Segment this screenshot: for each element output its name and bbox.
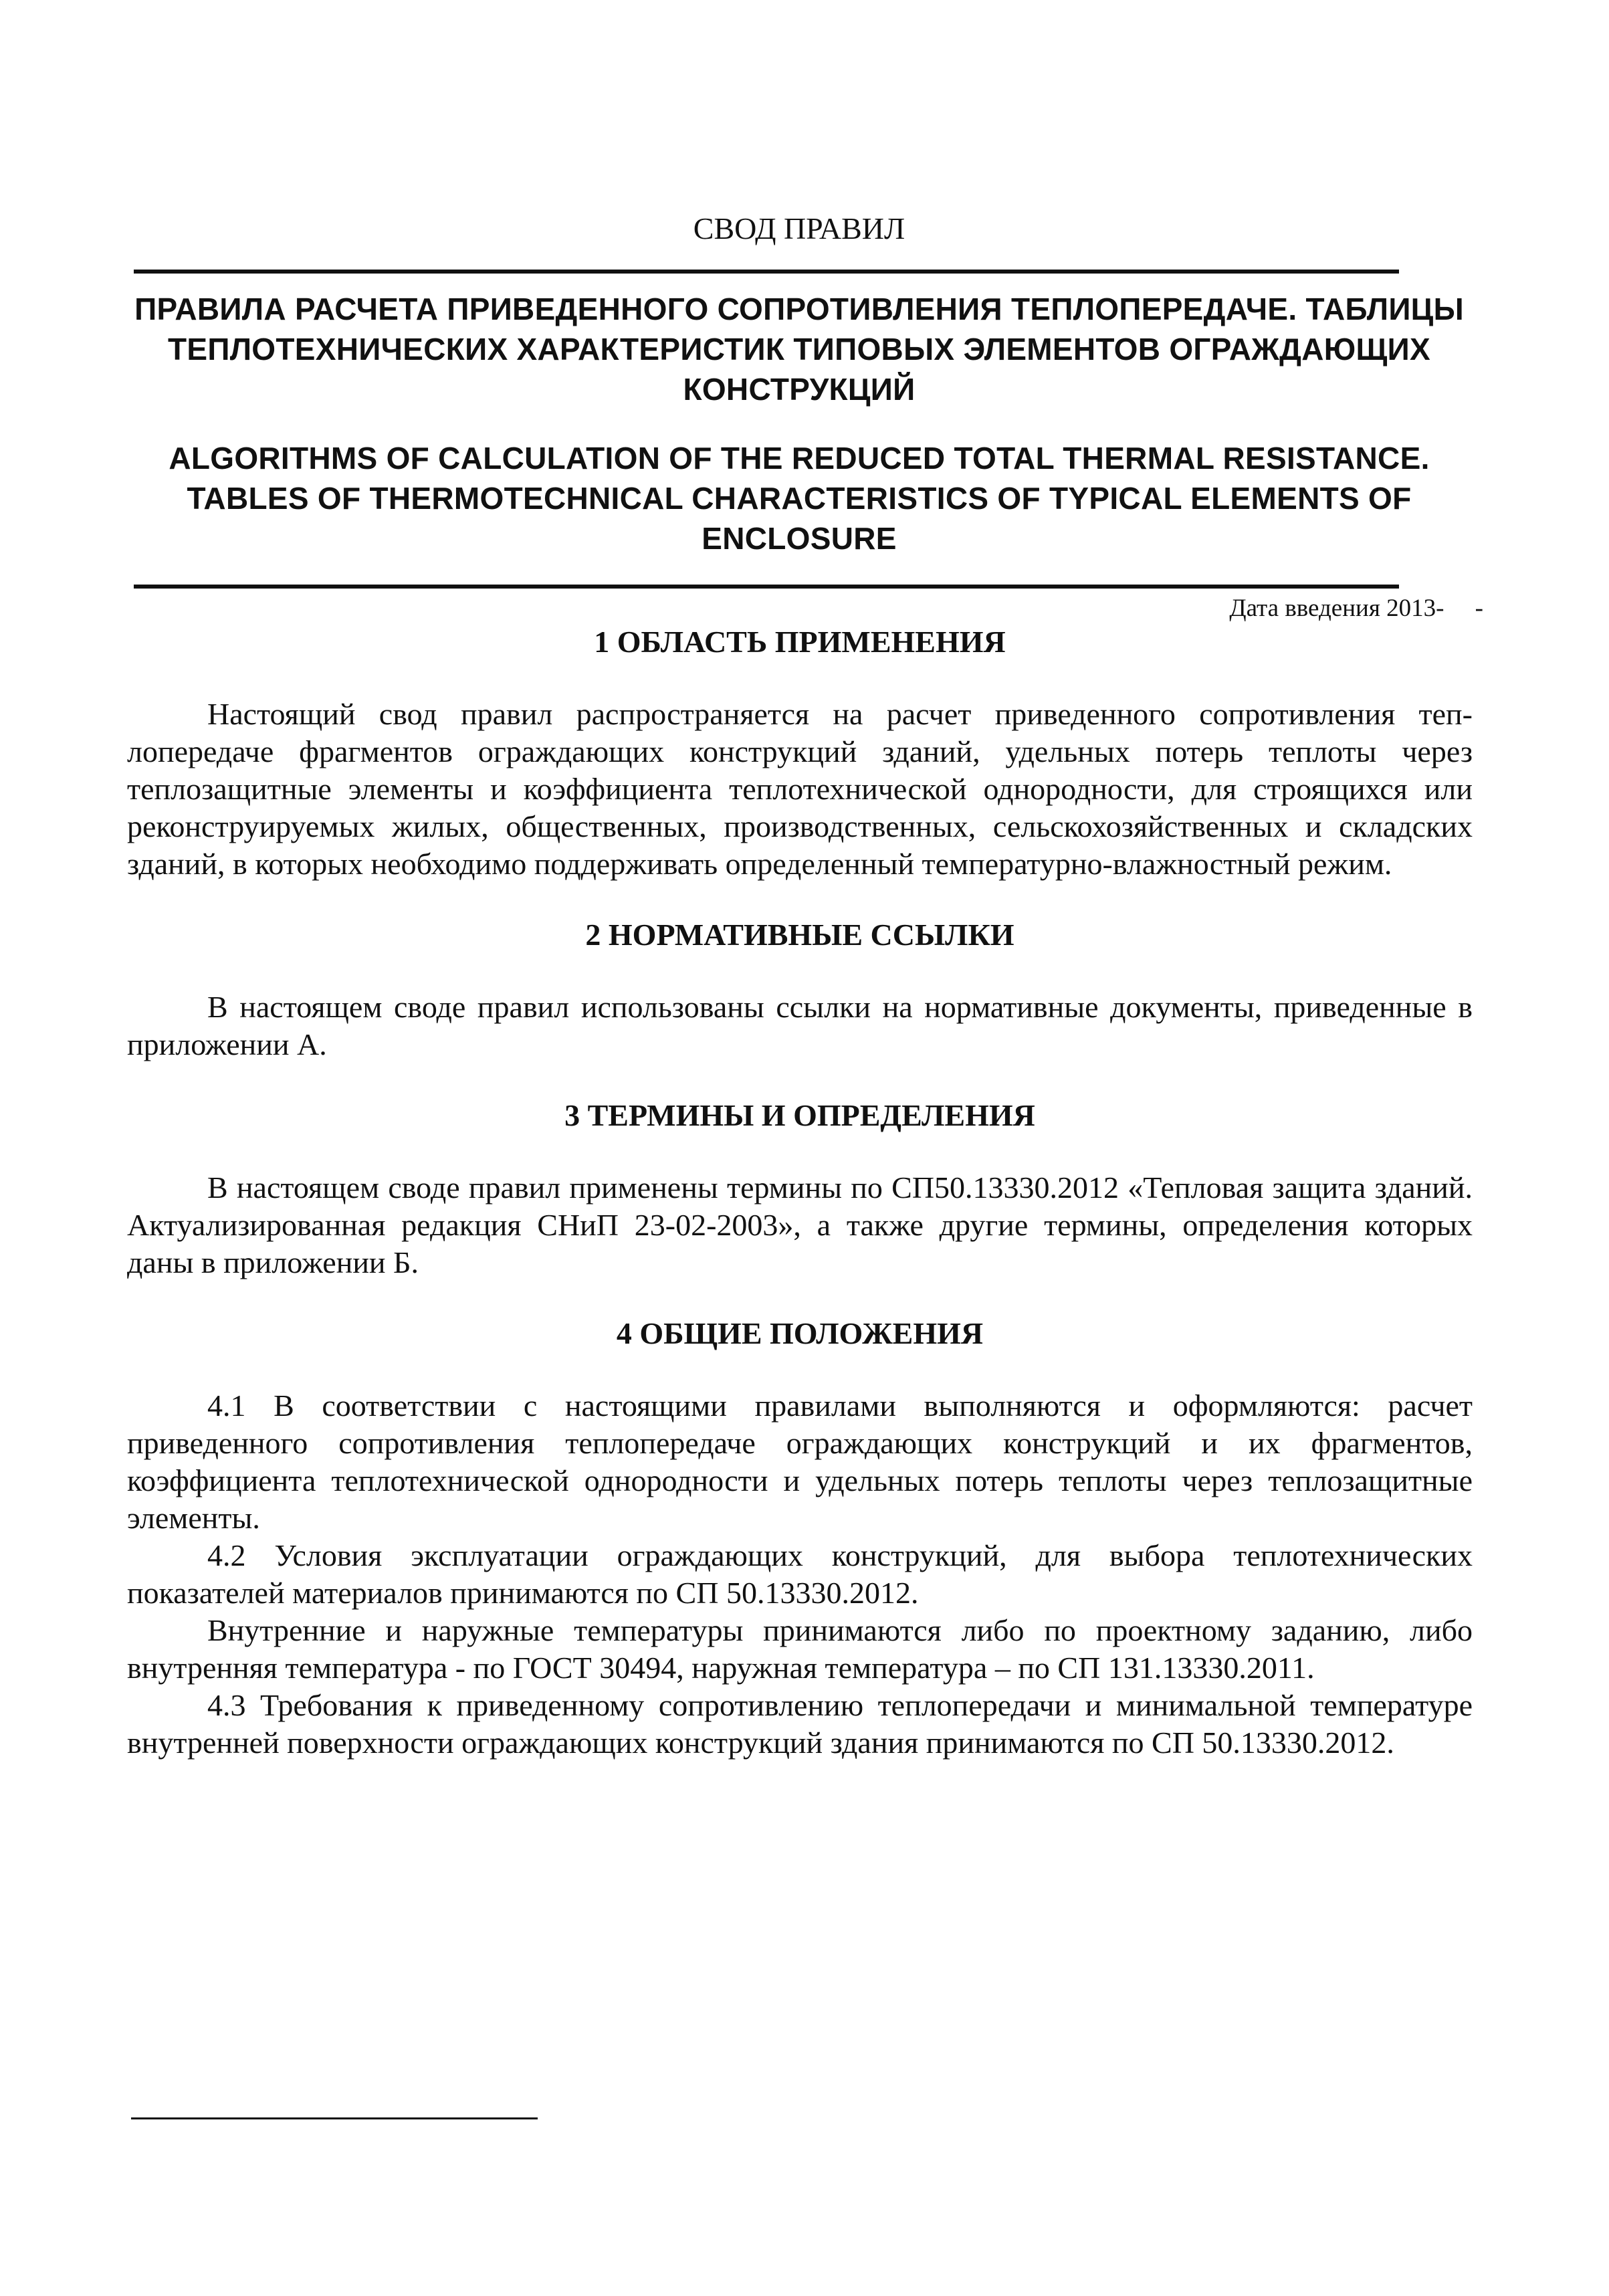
title-bottom-rule: [134, 585, 1399, 589]
title-english: ALGORITHMS OF CALCULATION OF THE REDUCED TOTAL THERMAL RESISTANCE. TABLES OF THERMOTECHNICAL CHARACTERISTICS OF TYPICAL ELEMENTS OF ENCLOSURE: [169, 441, 1430, 556]
document-type: СВОД ПРАВИЛ: [693, 211, 905, 245]
section-paragraph-normative-references: В настоящем своде правил использованы ссылки на нормативные документы, приведенные в приложении А.: [127, 990, 1473, 1061]
section-paragraph-4-3: 4.3 Требования к приведенному сопротивлению теплопередачи и минимальной температуре внутренней поверхности ограждающих конструкций здания принимаются по СП 50.13330.2012.: [127, 1688, 1473, 1760]
section-paragraph-temperatures: Внутренние и наружные температуры принимаются либо по проектному заданию, либо внутренняя температура - по ГОСТ 30494, наружная температура – по СП 131.13330.2011.: [127, 1613, 1473, 1685]
section-heading-normative-references: 2 НОРМАТИВНЫЕ ССЫЛКИ: [585, 918, 1014, 952]
section-heading-general-provisions: 4 ОБЩИЕ ПОЛОЖЕНИЯ: [616, 1316, 984, 1350]
section-paragraph-4-1: 4.1 В соответствии с настоящими правилами выполняются и оформляются: расчет приведенного сопротивления теплопередаче ограждающих конструкций и их фрагментов, коэффициента теплотехнической однородности и удельных потерь теплоты через теплозащитные элементы.: [127, 1388, 1473, 1535]
introduction-date: Дата введения 2013- -: [1229, 595, 1483, 622]
section-heading-scope: 1 ОБЛАСТЬ ПРИМЕНЕНИЯ: [594, 625, 1006, 659]
section-paragraph-terms: В настоящем своде правил применены термины по СП50.13330.2012 «Тепловая защита зданий. Актуализированная редакция СНиП 23-02-2003», а также другие термины, определения которых даны в приложении Б.: [127, 1170, 1473, 1279]
section-paragraph-scope: Настоящий свод правил распространяется на расчет приведенного сопротивления теплопередаче фрагментов ограждающих конструкций зданий, удельных потерь теплоты через теплозащитные элементы и коэффициента теплотехнической однородности, для строящихся или реконструируемых жилых, общественных, производственных, сельскохозяйственных и складских зданий, в которых необходимо поддерживать определенный температурно-влажностный режим.: [127, 697, 1473, 881]
section-paragraph-4-2: 4.2 Условия эксплуатации ограждающих конструкций, для выбора теплотехнических показателей материалов принимаются по СП 50.13330.2012.: [127, 1538, 1473, 1610]
footnote-separator: [131, 2117, 538, 2119]
title-top-rule: [134, 270, 1399, 274]
document-body: [127, 622, 1473, 1762]
title-russian: ПРАВИЛА РАСЧЕТА ПРИВЕДЕННОГО СОПРОТИВЛЕНИЯ ТЕПЛОПЕРЕДАЧЕ. ТАБЛИЦЫ ТЕПЛОТЕХНИЧЕСКИХ ХАРАКТЕРИСТИК ТИПОВЫХ ЭЛЕМЕНТОВ ОГРАЖДАЮЩИХ КОНСТРУКЦИЙ: [134, 292, 1464, 407]
section-heading-terms: 3 ТЕРМИНЫ И ОПРЕДЕЛЕНИЯ: [564, 1098, 1035, 1132]
